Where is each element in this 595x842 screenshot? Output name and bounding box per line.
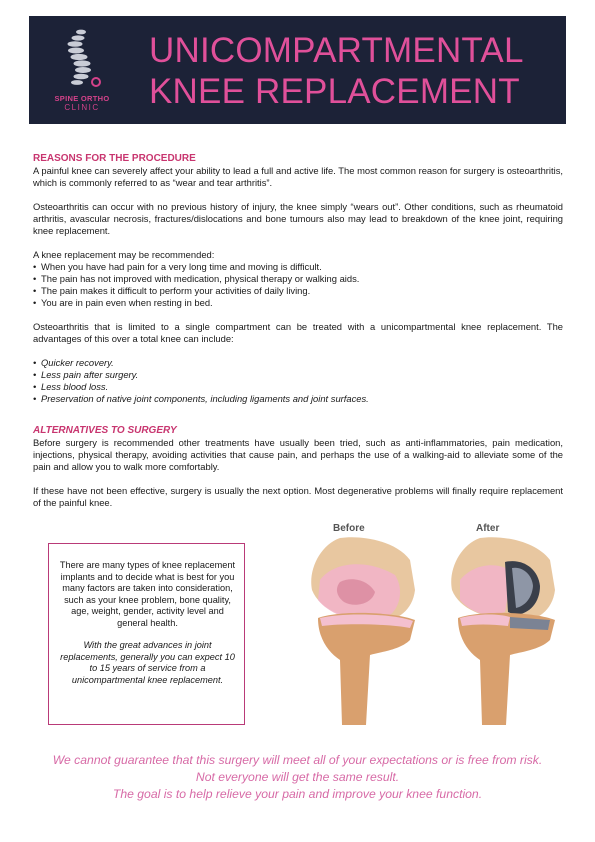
list-item: • When you have had pain for a very long time and moving is difficult. [33,261,322,272]
alternatives-paragraph-2: If these have not been effective, surgery is usually the next option. Most degenerative problems will finally require replacement of the painful knee. [33,485,563,508]
list-item: • The pain makes it difficult to perform your activities of daily living. [33,285,311,296]
list-item: • You are in pain even when resting in bed. [33,297,213,308]
clinic-logo [29,16,134,124]
knee-before-after-illustration [300,520,575,725]
reasons-paragraph-1: A painful knee can severely affect your ability to lead a full and active life. The most common reason for surgery is osteoarthritis, which is commonly referred to as “wear and tear arthritis”. [33,165,563,188]
header-banner [29,16,566,124]
title-line1: UNICOMPARTMENTAL [149,31,524,70]
footer-line1: We cannot guarantee that this surgery will meet all of your expectations or is free from risk. [52,753,543,767]
main-content [33,152,563,509]
disclaimer-footer [20,752,575,803]
recommend-list [33,261,563,309]
infobox-paragraph-2: With the great advances in joint replacements, generally you can expect 10 to 15 years of service from a unicompartmental knee replacement. [60,640,235,685]
alternatives-paragraph-1: Before surgery is recommended other treatments have usually been tried, such as anti-inflammatories, pain medication, injections, physical therapy, avoiding activities that cause pain, and perhaps the use of a walking-aid to alleviate some of the pain and allow you to walk more comfortably. [33,437,563,472]
before-label: Before [333,523,365,534]
title-line2: KNEE REPLACEMENT [149,72,520,111]
footer-line3: The goal is to help relieve your pain and improve your knee function. [112,787,483,801]
page-title [149,30,524,112]
advantages-list [33,357,563,405]
logo-line1: SPINE ORTHO [54,94,110,103]
list-item: • Preservation of native joint components, including ligaments and joint surfaces. [33,393,369,404]
footer-line2: Not everyone will get the same result. [195,770,400,784]
spine-logo-icon [29,16,134,94]
list-item: • Quicker recovery. [33,357,114,368]
list-item: • Less pain after surgery. [33,369,139,380]
reasons-paragraph-3: Osteoarthritis that is limited to a single compartment can be treated with a unicompartmental knee replacement. The advantages of this over a total knee can include: [33,321,563,344]
reasons-paragraph-2: Osteoarthritis can occur with no previous history of injury, the knee simply “wears out”. Other conditions, such as rheumatoid arthritis, avascular necrosis, fractures/dislocations and bone tumours also may lead to breakdown of the knee joint, requiring knee replacement. [33,201,563,236]
recommend-intro: A knee replacement may be recommended: [33,249,215,260]
logo-line2: CLINIC [64,103,100,112]
reasons-heading: REASONS FOR THE PROCEDURE [33,153,196,164]
list-item: • Less blood loss. [33,381,109,392]
alternatives-heading: ALTERNATIVES TO SURGERY [33,425,177,436]
infobox-paragraph-1: There are many types of knee replacement implants and to decide what is best for you many factors are taken into consideration, such as your knee problem, bone quality, age, weight, gender, activity level and general health. [59,560,236,628]
knee-before-image [311,537,415,725]
list-item: • The pain has not improved with medication, physical therapy or walking aids. [33,273,360,284]
implant-info-box [48,543,245,725]
after-label: After [476,523,500,534]
knee-after-image [451,537,555,725]
